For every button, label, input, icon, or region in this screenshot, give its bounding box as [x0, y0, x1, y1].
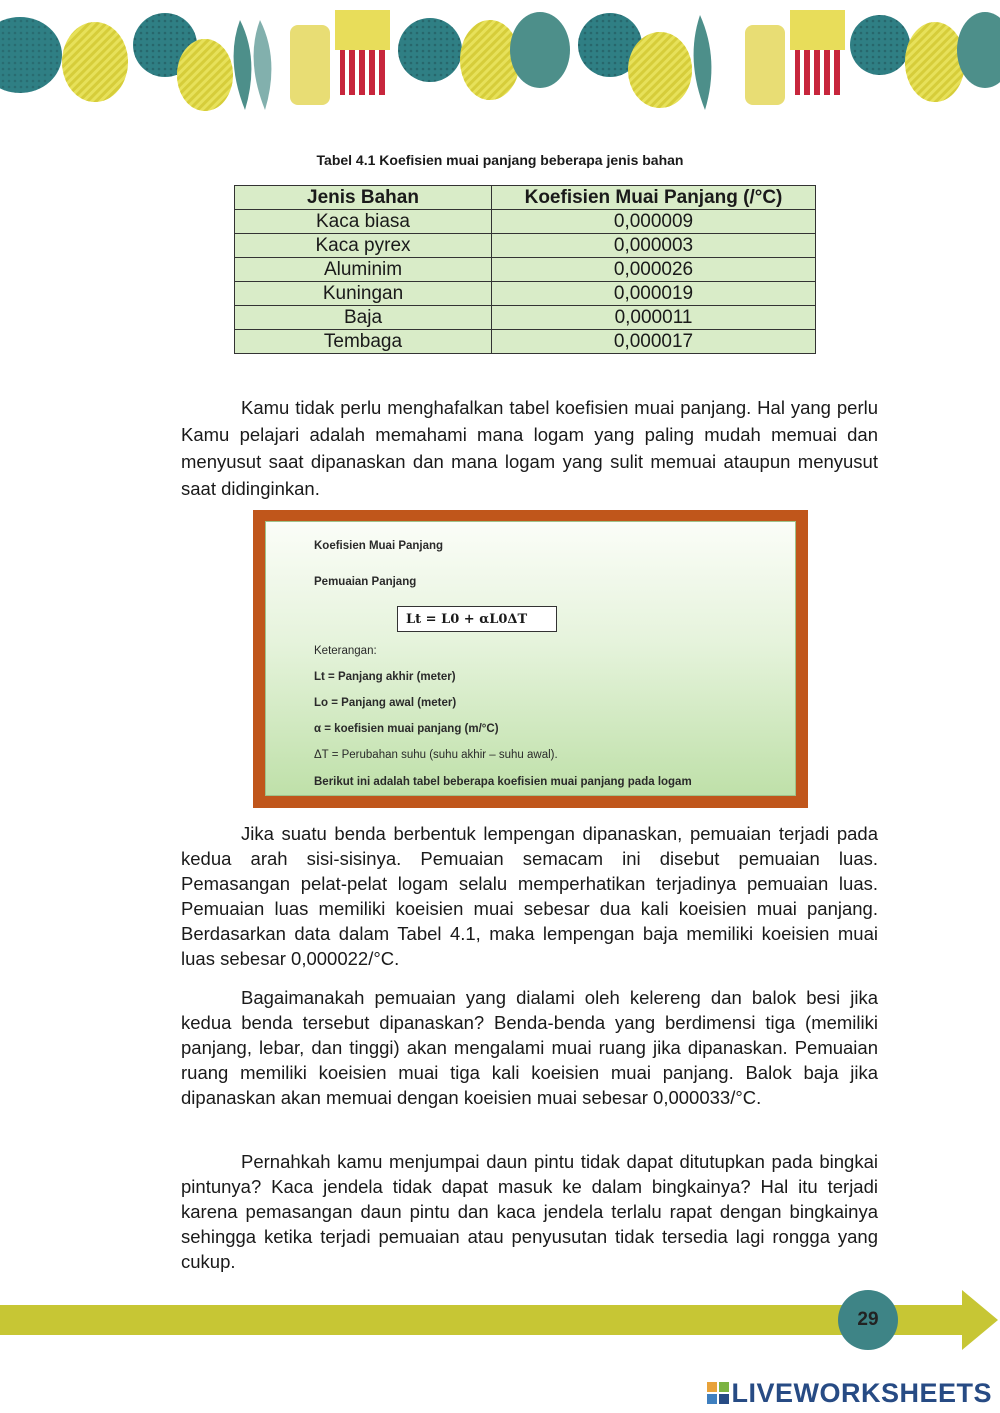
paragraph-text: Bagaimanakah pemuaian yang dialami oleh kelereng dan balok besi jika kedua benda tersebut dipanaskan? Benda-benda yang berdimensi tiga (memiliki panjang, lebar, dan tinggi) akan mengalami muai ruang jika dipanaskan. Pemuaian ruang memiliki koeisien muai tiga kali koeisien muai panjang. Balok baja jika dipanaskan akan memuai dengan koeisien muai sebesar 0,000033/°C. [181, 987, 878, 1108]
legend-item: α = koefisien muai panjang (m/°C) [314, 723, 499, 735]
coefficient-table [234, 185, 816, 354]
table-row [235, 282, 816, 306]
formula-box: Lt = L0 + αL0ΔT [397, 606, 557, 632]
table-caption: Tabel 4.1 Koefisien muai panjang beberapa jenis bahan [316, 152, 684, 168]
material-cell: Aluminim [235, 258, 492, 282]
formula-panel [265, 521, 796, 796]
keterangan-label: Keterangan: [314, 645, 377, 657]
paragraph-3 [181, 985, 878, 1110]
figure-title: Koefisien Muai Panjang [314, 540, 444, 552]
material-cell: Tembaga [235, 330, 492, 354]
table-row [235, 258, 816, 282]
material-cell: Baja [235, 306, 492, 330]
table-row [235, 210, 816, 234]
brand-text: LIVEWORKSHEETS [731, 1378, 992, 1408]
footer-bar [0, 1305, 970, 1335]
coefficient-cell: 0,000017 [492, 330, 816, 354]
material-cell: Kaca biasa [235, 210, 492, 234]
formula-figure [253, 510, 808, 808]
table-row [235, 234, 816, 258]
paragraph-text: Kamu tidak perlu menghafalkan tabel koefisien muai panjang. Hal yang perlu Kamu pelajari adalah memahami mana logam yang paling mudah memuai dan menyusut saat dipanaskan dan mana logam yang sulit memuai ataupun menyusut saat didinginkan. [181, 397, 878, 499]
coefficient-cell: 0,000011 [492, 306, 816, 330]
paragraph-text: Pernahkah kamu menjumpai daun pintu tidak dapat ditutupkan pada bingkai pintunya? Kaca jendela tidak dapat masuk ke dalam bingkainya? Hal itu terjadi karena pemasangan daun pintu dan kaca jendela terlalu rapat dengan bingkainya sehingga ketika terjadi pemuaian atau penyusutan tidak tersedia lagi rongga yang cukup. [181, 1151, 878, 1272]
legend-item: Lo = Panjang awal (meter) [314, 697, 457, 709]
legend-item: ΔT = Perubahan suhu (suhu akhir – suhu awal). [314, 749, 558, 761]
legend-item: Lt = Panjang akhir (meter) [314, 671, 456, 683]
table-row [235, 330, 816, 354]
page-number: 29 [838, 1290, 898, 1350]
coefficient-cell: 0,000019 [492, 282, 816, 306]
table-header-row [235, 186, 816, 210]
liveworksheets-logo-icon [707, 1382, 729, 1404]
coefficient-cell: 0,000009 [492, 210, 816, 234]
coefficient-cell: 0,000026 [492, 258, 816, 282]
legend-item: Berikut ini adalah tabel beberapa koefisien muai panjang pada logam [314, 776, 692, 788]
liveworksheets-brand [707, 1378, 992, 1409]
paragraph-2 [181, 821, 878, 971]
column-header: Jenis Bahan [235, 186, 492, 210]
paragraph-1 [181, 394, 878, 502]
table-row [235, 306, 816, 330]
leaf-banner-decoration [0, 0, 1000, 120]
paragraph-4 [181, 1149, 878, 1274]
footer-arrow-icon [962, 1290, 998, 1350]
figure-subtitle: Pemuaian Panjang [314, 576, 417, 588]
material-cell: Kuningan [235, 282, 492, 306]
coefficient-cell: 0,000003 [492, 234, 816, 258]
column-header: Koefisien Muai Panjang (/°C) [492, 186, 816, 210]
paragraph-text: Jika suatu benda berbentuk lempengan dipanaskan, pemuaian terjadi pada kedua arah sisi-sisinya. Pemuaian semacam ini disebut pemuaian luas. Pemasangan pelat-pelat logam selalu memperhatikan terjadinya pemuaian luas. Pemuaian luas memiliki koeisien muai sebesar dua kali koeisien muai panjang. Berdasarkan data dalam Tabel 4.1, maka lempengan baja memiliki koeisien muai luas sebesar 0,000022/°C. [181, 823, 878, 969]
material-cell: Kaca pyrex [235, 234, 492, 258]
